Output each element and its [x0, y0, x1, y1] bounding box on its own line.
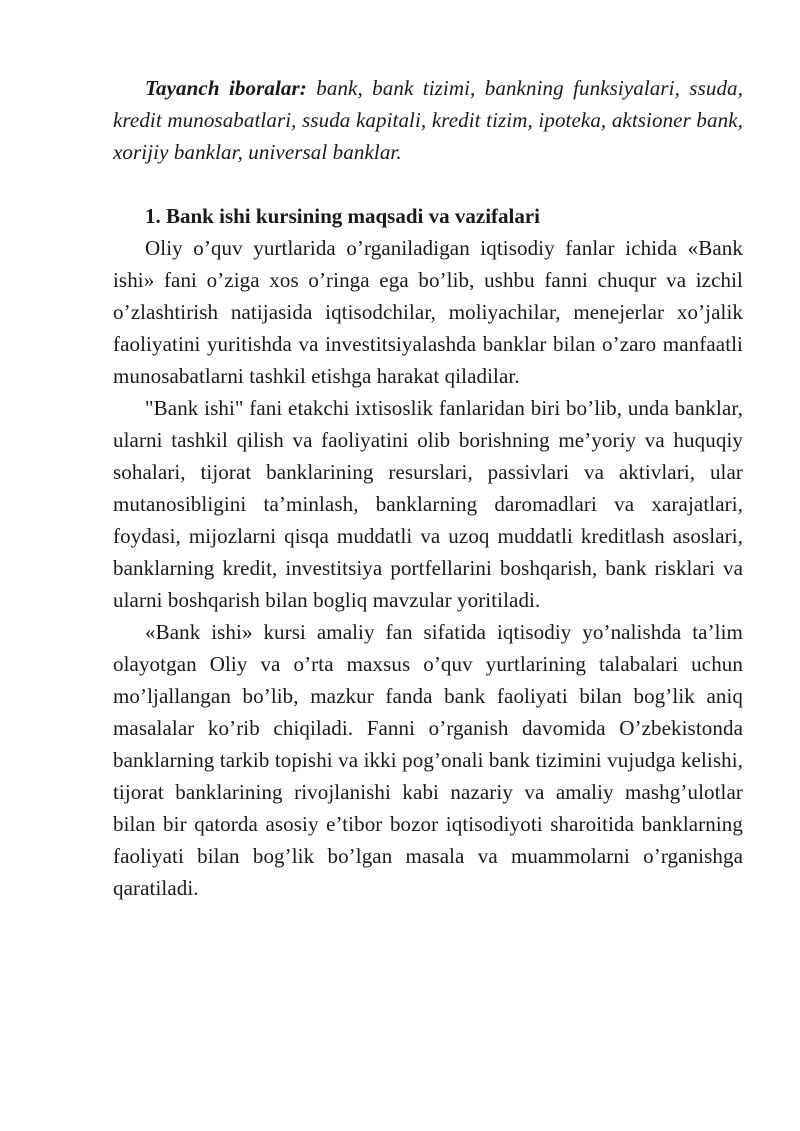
- blank-line: [113, 168, 743, 200]
- keywords-text: bank, bank tizimi, bankning funksiyalari, ssuda, kredit munosabatlari, ssuda kapitali, kredit tizim, ipoteka, aktsioner bank, xorijiy banklar, universal banklar.: [113, 76, 743, 164]
- body-paragraph-3: «Bank ishi» kursi amaliy fan sifatida iqtisodiy yo’nalishda ta’lim olayotgan Oliy va o’rta maxsus o’quv yurtlarining talabalari uchun mo’ljallangan bo’lib, mazkur fanda bank faoliyati bilan bog’lik aniq masalalar ko’rib chiqiladi. Fanni o’rganish davomida O’zbekistonda banklarning tarkib topishi va ikki pog’onali bank tizimini vujudga kelishi, tijorat banklarining rivojlanishi kabi nazariy va amaliy mashg’ulotlar bilan bir qatorda asosiy e’tibor bozor iqtisodiyoti sharoitida banklarning faoliyati bilan bog’lik bo’lgan masala va muammolarni o’rganishga qaratiladi.: [113, 620, 743, 900]
- section-heading: 1. Bank ishi kursining maqsadi va vazifalari: [145, 204, 541, 228]
- document-page: [113, 72, 743, 904]
- body-paragraph-2: "Bank ishi" fani etakchi ixtisoslik fanlaridan biri bo’lib, unda banklar, ularni tashkil qilish va faoliyatini olib borishning me’yoriy va huquqiy sohalari, tijorat banklarining resurslari, passivlari va aktivlari, ular mutanosibligini ta’minlash, banklarning daromadlari va xarajatlari, foydasi, mijozlarni qisqa muddatli va uzoq muddatli kreditlash asoslari, banklarning kredit, investitsiya portfellarini boshqarish, bank risklari va ularni boshqarish bilan bogliq mavzular yoritiladi.: [113, 396, 743, 612]
- keywords-paragraph: [113, 72, 743, 168]
- keywords-label: Tayanch iboralar:: [145, 76, 307, 100]
- body-paragraph-1: Oliy o’quv yurtlarida o’rganiladigan iqtisodiy fanlar ichida «Bank ishi» fani o’ziga xos o’ringa ega bo’lib, ushbu fanni chuqur va izchil o’zlashtirish natijasida iqtisodchilar, moliyachilar, menejerlar xo’jalik faoliyatini yuritishda va investitsiyalashda banklar bilan o’zaro manfaatli munosabatlarni tashkil etishga harakat qiladilar.: [113, 236, 743, 388]
